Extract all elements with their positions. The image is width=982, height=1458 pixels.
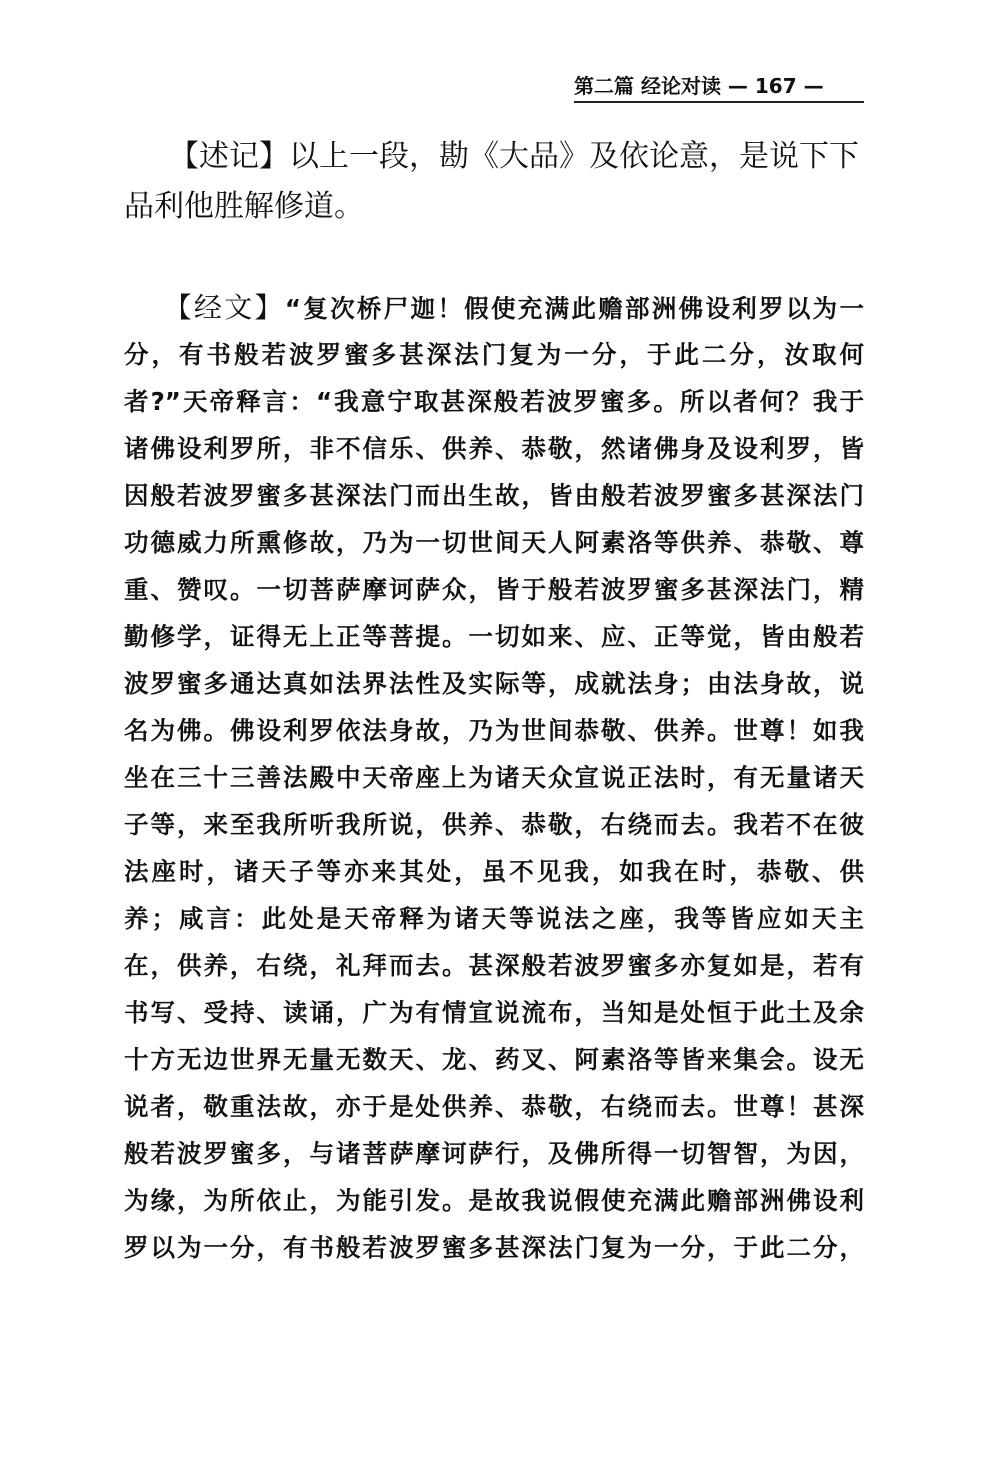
sutra-line: 子等，来至我所听我所说，供养、恭敬，右绕而去。我若不在彼 — [124, 810, 864, 839]
sutra-line: 分，有书般若波罗蜜多甚深法门复为一分，于此二分，汝取何 — [124, 340, 864, 369]
sutra-line — [124, 284, 864, 331]
running-header: 第二篇 经论对读 — 167 — — [574, 74, 824, 98]
sutra-line: 功德威力所熏修故，乃为一切世间天人阿素洛等供养、恭敬、尊 — [124, 528, 864, 557]
sutra-line: 在，供养，右绕，礼拜而去。甚深般若波罗蜜多亦复如是，若有 — [124, 951, 864, 980]
commentary-paragraph — [124, 132, 864, 232]
sutra-paragraph — [124, 284, 864, 1271]
sutra-line-text: “复次桥尸迦！假使充满此赡部洲佛设利罗以为一 — [284, 294, 864, 323]
sutra-line: 名为佛。佛设利罗依法身故，乃为世间恭敬、供养。世尊！如我 — [124, 716, 864, 745]
sutra-line: 因般若波罗蜜多甚深法门而出生故，皆由般若波罗蜜多甚深法门 — [124, 481, 864, 510]
sutra-line: 说者，敬重法故，亦于是处供养、恭敬，右绕而去。世尊！甚深 — [124, 1092, 864, 1121]
sutra-line: 波罗蜜多通达真如法界法性及实际等，成就法身；由法身故，说 — [124, 669, 864, 698]
sutra-line: 者?”天帝释言：“我意宁取甚深般若波罗蜜多。所以者何？我于 — [124, 387, 864, 416]
commentary-line: 品利他胜解修道。 — [124, 189, 364, 224]
sutra-line: 十方无边世界无量无数天、龙、药叉、阿素洛等皆来集会。设无 — [124, 1045, 864, 1074]
sutra-label: 【经文】 — [177, 291, 285, 324]
commentary-line: 【述记】以上一段，勘《大品》及依论意，是说下下 — [124, 139, 859, 174]
header-rule — [574, 101, 864, 103]
sutra-line: 坐在三十三善法殿中天帝座上为诸天众宣说正法时，有无量诸天 — [124, 763, 864, 792]
sutra-line: 书写、受持、读诵，广为有情宣说流布，当知是处恒于此土及余 — [124, 998, 864, 1027]
sutra-line: 养；咸言：此处是天帝释为诸天等说法之座，我等皆应如天主 — [124, 904, 864, 933]
sutra-line: 法座时，诸天子等亦来其处，虽不见我，如我在时，恭敬、供 — [124, 857, 864, 886]
sutra-line: 为缘，为所依止，为能引发。是故我说假使充满此赡部洲佛设利 — [124, 1186, 864, 1215]
sutra-line: 勤修学，证得无上正等菩提。一切如来、应、正等觉，皆由般若 — [124, 622, 864, 651]
sutra-line: 重、赞叹。一切菩萨摩诃萨众，皆于般若波罗蜜多甚深法门，精 — [124, 575, 864, 604]
sutra-line: 罗以为一分，有书般若波罗蜜多甚深法门复为一分，于此二分， — [124, 1233, 864, 1262]
sutra-line: 般若波罗蜜多，与诸菩萨摩诃萨行，及佛所得一切智智，为因， — [124, 1139, 864, 1168]
sutra-line: 诸佛设利罗所，非不信乐、供养、恭敬，然诸佛身及设利罗，皆 — [124, 434, 864, 463]
